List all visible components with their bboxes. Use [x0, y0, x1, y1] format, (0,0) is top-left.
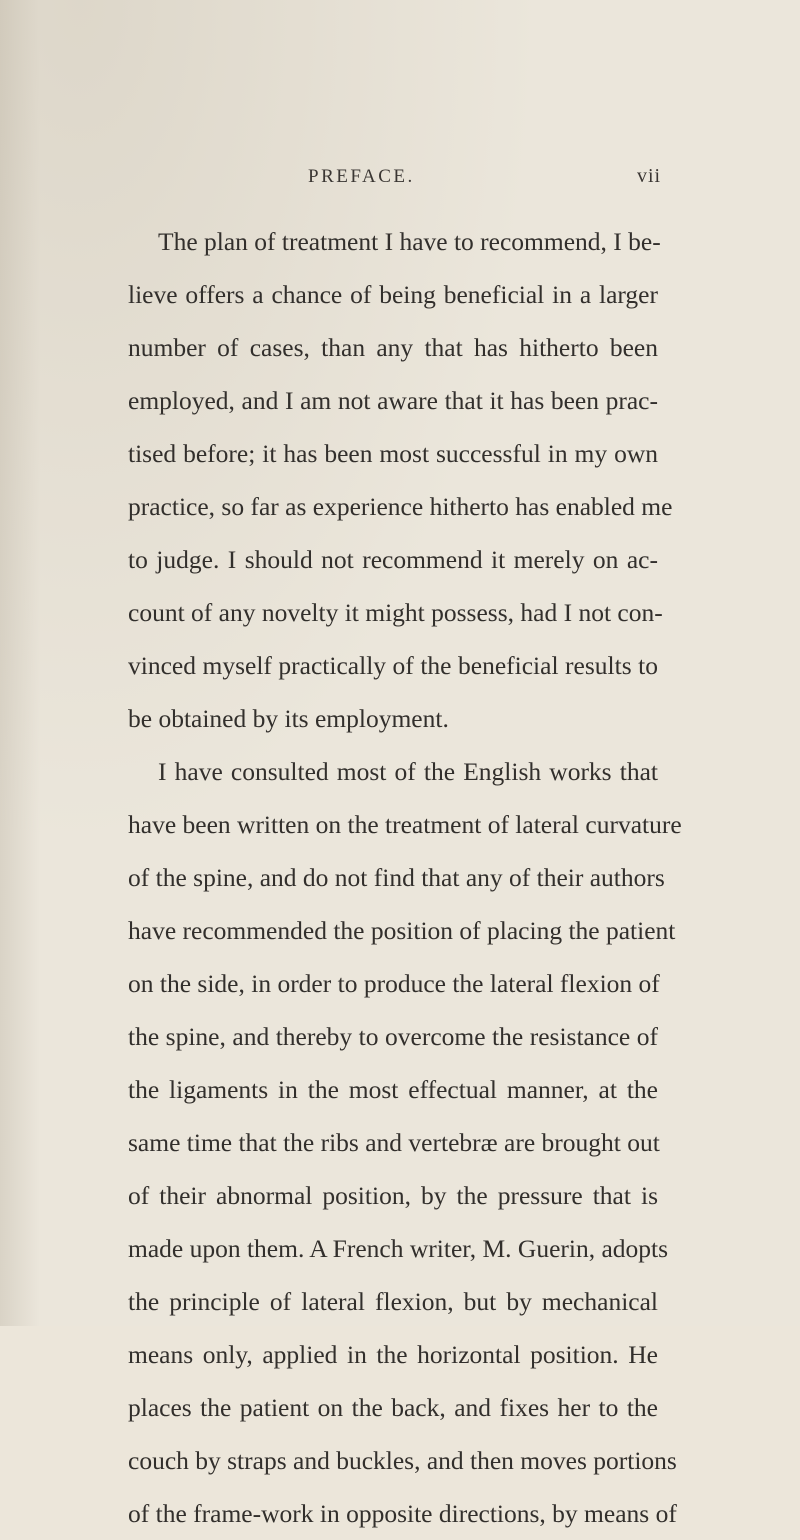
text-line: of their abnormal position, by the pressure that is	[128, 1181, 658, 1210]
text-line: have recommended the position of placing the patient	[128, 916, 676, 945]
text-line: same time that the ribs and vertebræ are brought out	[128, 1128, 660, 1157]
text-line: of the frame-work in opposite directions, by means of	[128, 1499, 677, 1528]
text-line: the ligaments in the most effectual manner, at the	[128, 1075, 658, 1104]
text-line: places the patient on the back, and fixes her to the	[128, 1393, 658, 1422]
text-line: couch by straps and buckles, and then moves portions	[128, 1446, 677, 1475]
body-text	[128, 215, 682, 1540]
text-line: on the side, in order to produce the lateral flexion of	[128, 969, 660, 998]
text-line: practice, so far as experience hitherto has enabled me	[128, 492, 673, 521]
running-head	[0, 166, 800, 196]
text-line: to judge. I should not recommend it merely on ac-	[128, 545, 658, 574]
text-line: count of any novelty it might possess, had I not con-	[128, 598, 663, 627]
text-line: vinced myself practically of the beneficial results to	[128, 651, 658, 680]
text-line: employed, and I am not aware that it has been prac-	[128, 386, 658, 415]
text-line: the spine, and thereby to overcome the resistance of	[128, 1022, 658, 1051]
text-line: of the spine, and do not find that any of their authors	[128, 863, 665, 892]
text-line: tised before; it has been most successful in my own	[128, 439, 658, 468]
paragraph-1	[128, 215, 673, 745]
text-line: made upon them. A French writer, M. Guerin, adopts	[128, 1234, 669, 1263]
text-line: The plan of treatment I have to recommend, I be-	[158, 227, 661, 256]
text-line: number of cases, than any that has hitherto been	[128, 333, 658, 362]
text-line: the principle of lateral flexion, but by mechanical	[128, 1287, 658, 1316]
text-line: means only, applied in the horizontal position. He	[128, 1340, 658, 1369]
page-number: vii	[637, 165, 662, 187]
text-line: have been written on the treatment of lateral curvature	[128, 810, 682, 839]
text-line: be obtained by its employment.	[128, 704, 449, 733]
text-line: I have consulted most of the English works that	[158, 757, 658, 786]
text-line: lieve offers a chance of being beneficial in a larger	[128, 280, 658, 309]
running-title: PREFACE.	[308, 166, 415, 187]
paragraph-2	[128, 745, 682, 1540]
